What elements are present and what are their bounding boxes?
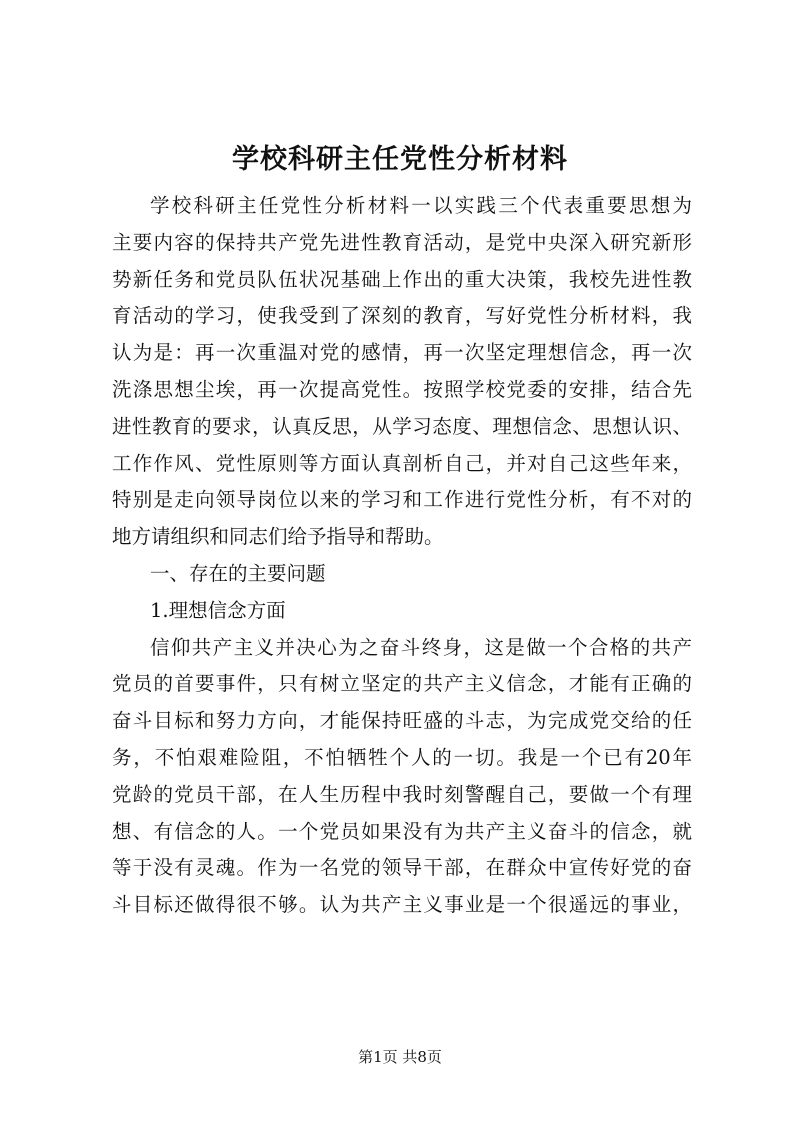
section-heading: 一、存在的主要问题 bbox=[150, 561, 326, 585]
paragraph-line: 学校科研主任党性分析材料一以实践三个代表重要思想为 bbox=[150, 194, 692, 217]
paragraph-line: 势新任务和党员队伍状况基础上作出的重大决策，我校先进性教 bbox=[112, 267, 692, 291]
paragraph-line: 斗目标还做得很不够。认为共产主义事业是一个很遥远的事业， bbox=[112, 893, 692, 917]
paragraph-line: 信仰共产主义并决心为之奋斗终身，这是做一个合格的共产 bbox=[150, 635, 692, 659]
paragraph-line: 进性教育的要求，认真反思，从学习态度、理想信念、思想认识、 bbox=[112, 414, 692, 438]
paragraph-line: 洗涤思想尘埃，再一次提高党性。按照学校党委的安排，结合先 bbox=[112, 377, 692, 401]
paragraph-line: 主要内容的保持共产党先进性教育活动，是党中央深入研究新形 bbox=[112, 230, 692, 254]
paragraph-line: 地方请组织和同志们给予指导和帮助。 bbox=[112, 525, 444, 549]
paragraph-line: 认为是：再一次重温对党的感情，再一次坚定理想信念，再一次 bbox=[112, 341, 692, 365]
page-number: 第1页 共8页 bbox=[358, 1048, 442, 1066]
paragraph-line: 党龄的党员干部，在人生历程中我时刻警醒自己，要做一个有理 bbox=[112, 782, 692, 806]
document-body bbox=[112, 188, 692, 924]
paragraph-line: 等于没有灵魂。作为一名党的领导干部，在群众中宣传好党的奋 bbox=[112, 856, 692, 880]
paragraph-line: 奋斗目标和努力方向，才能保持旺盛的斗志，为完成党交给的任 bbox=[112, 709, 692, 733]
document-title: 学校科研主任党性分析材料 bbox=[232, 144, 568, 175]
paragraph-line: 想、有信念的人。一个党员如果没有为共产主义奋斗的信念，就 bbox=[112, 819, 692, 843]
paragraph-line: 党员的首要事件，只有树立坚定的共产主义信念，才能有正确的 bbox=[112, 672, 692, 696]
paragraph-line: 特别是走向领导岗位以来的学习和工作进行党性分析，有不对的 bbox=[112, 488, 692, 512]
paragraph-line: 育活动的学习，使我受到了深刻的教育，写好党性分析材料，我 bbox=[112, 304, 692, 328]
paragraph-line: 工作作风、党性原则等方面认真剖析自己，并对自己这些年来， bbox=[112, 451, 692, 475]
subsection-heading: 1.理想信念方面 bbox=[150, 598, 286, 622]
paragraph-line: 务，不怕艰难险阻，不怕牺牲个人的一切。我是一个已有20年 bbox=[112, 745, 692, 769]
